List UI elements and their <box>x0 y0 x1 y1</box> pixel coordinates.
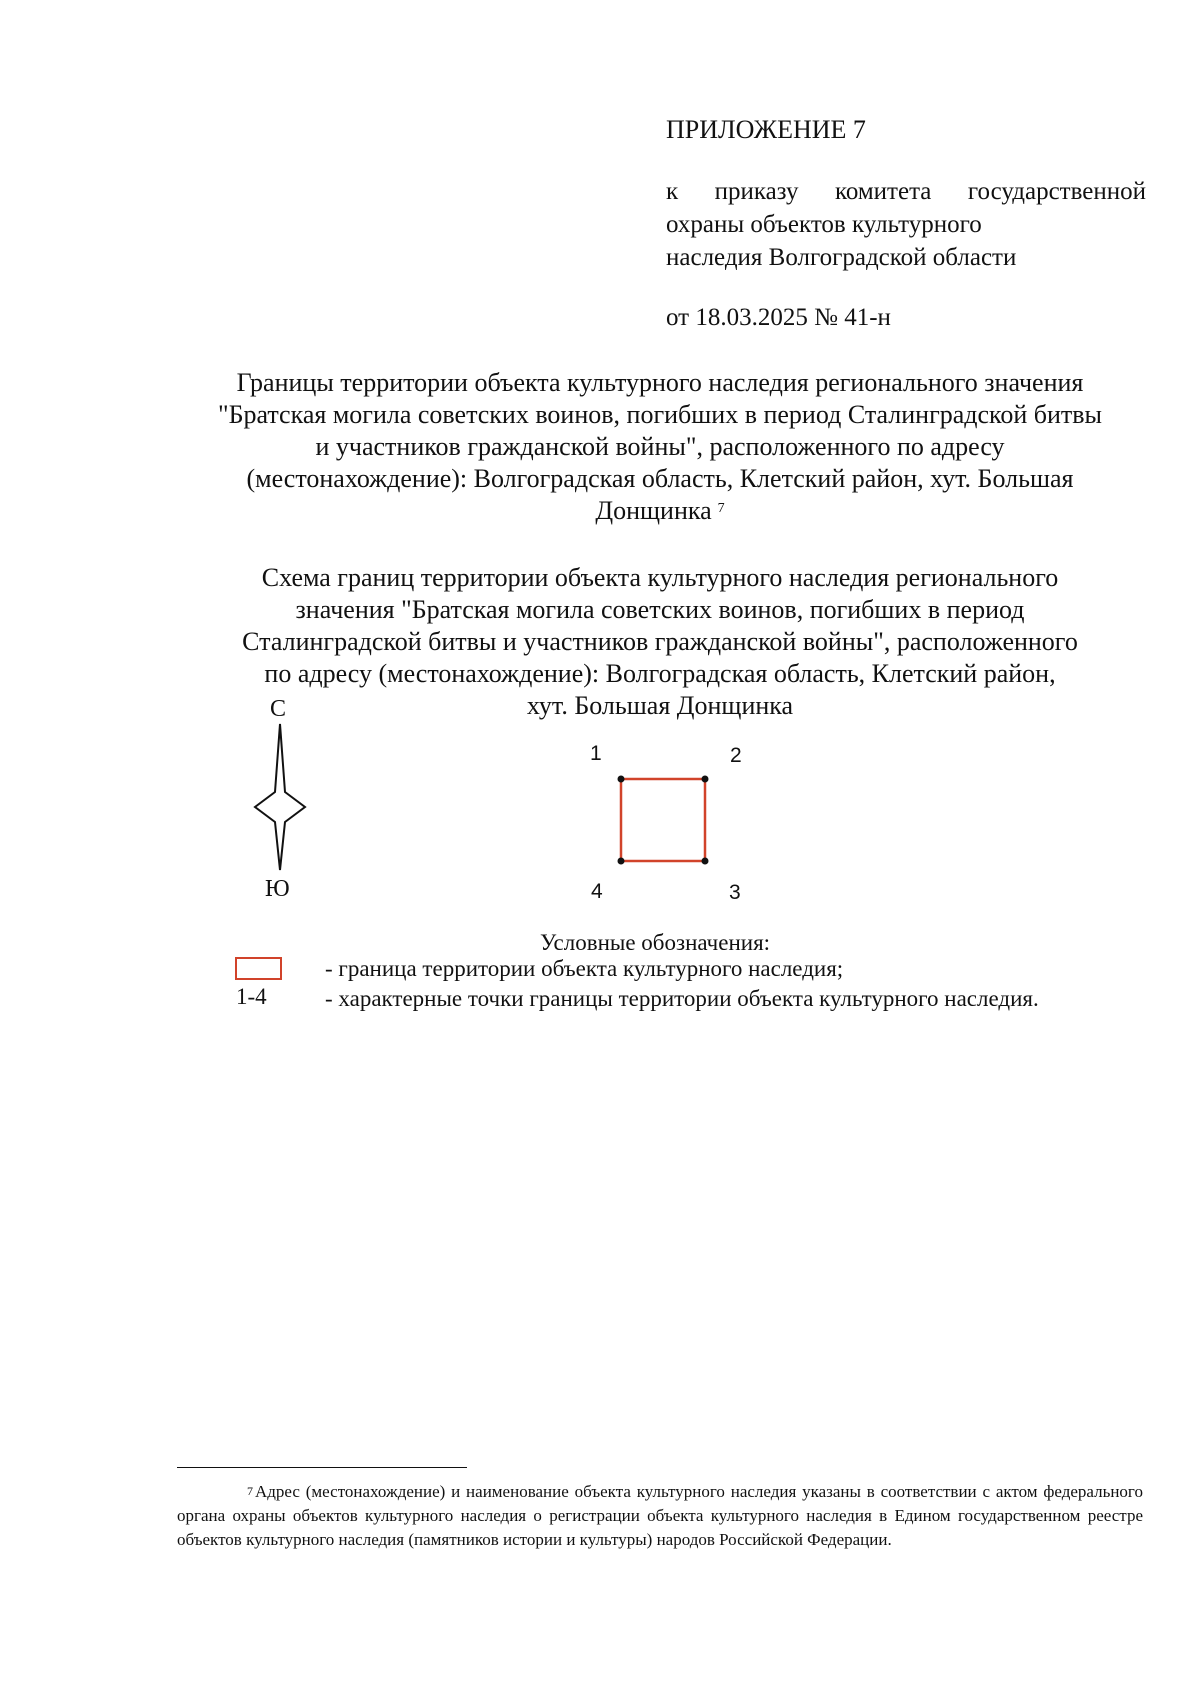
schema-title <box>160 562 1160 722</box>
main-title-line-5 <box>160 495 1160 527</box>
legend-title: Условные обозначения: <box>540 930 771 955</box>
order-ref-line-1 <box>666 175 1146 208</box>
order-date: от 18.03.2025 № 41-н <box>666 304 891 331</box>
schema-title-line-5: хут. Большая Донщинка <box>526 691 794 720</box>
footnote-reference[interactable]: 7 <box>717 501 725 516</box>
legend-points-range: 1-4 <box>236 984 267 1009</box>
footnote <box>177 1480 1143 1552</box>
order-ref-line-2: охраны объектов культурного <box>666 211 982 238</box>
main-title-line-2: "Братская могила советских воинов, погибших в период Сталинградской битвы <box>217 400 1103 429</box>
compass-north-label: С <box>270 696 287 722</box>
compass-south-label: Ю <box>265 876 290 902</box>
schema-title-line-4: по адресу (местонахождение): Волгоградская область, Клетский район, <box>264 659 1056 688</box>
main-title-place: Донщинка <box>595 496 712 525</box>
boundary-polygon <box>621 779 705 861</box>
point-label-4: 4 <box>591 880 603 903</box>
main-title-line-3: и участников гражданской войны", расположенного по адресу <box>315 432 1005 461</box>
schema-title-line-1: Схема границ территории объекта культурного наследия регионального <box>261 563 1059 592</box>
footnote-text: Адрес (местонахождение) и наименование объекта культурного наследия указаны в соответствии с актом федерального органа охраны объектов культурного наследия о регистрации объекта культурного наследия в Едином государственном реестре объектов культурного наследия (памятников истории и культуры) народов Российской Федерации. <box>177 1482 1143 1549</box>
point-label-3: 3 <box>729 881 741 904</box>
boundary-point-1 <box>618 776 625 783</box>
boundary-point-2 <box>702 776 709 783</box>
footnote-mark: 7 <box>247 1484 253 1498</box>
point-label-2: 2 <box>730 744 742 767</box>
boundary-point-4 <box>618 858 625 865</box>
appendix-title: ПРИЛОЖЕНИЕ 7 <box>666 115 866 144</box>
order-ref-word: к <box>666 178 679 205</box>
point-label-1: 1 <box>590 742 602 765</box>
schema-title-line-2: значения "Братская могила советских воинов, погибших в период <box>295 595 1025 624</box>
boundary-map <box>610 765 720 875</box>
main-title <box>160 367 1160 527</box>
order-ref-word: комитета <box>834 178 932 205</box>
order-ref-word: приказу <box>714 178 799 205</box>
legend-boundary-text: - граница территории объекта культурного наследия; <box>325 956 844 981</box>
main-title-line-1: Границы территории объекта культурного наследия регионального значения <box>236 368 1084 397</box>
north-arrow-icon <box>250 722 310 872</box>
order-ref-word: государственной <box>967 178 1146 205</box>
footnote-divider <box>177 1467 467 1468</box>
schema-title-line-3: Сталинградской битвы и участников гражданской войны", расположенного <box>242 627 1078 656</box>
legend-boundary-swatch <box>235 957 282 980</box>
main-title-line-4: (местонахождение): Волгоградская область, Клетский район, хут. Большая <box>246 464 1074 493</box>
legend-points-text: - характерные точки границы территории объекта культурного наследия. <box>325 986 1039 1011</box>
order-ref-line-3: наследия Волгоградской области <box>666 244 1017 271</box>
order-reference <box>666 175 1146 274</box>
boundary-point-3 <box>702 858 709 865</box>
